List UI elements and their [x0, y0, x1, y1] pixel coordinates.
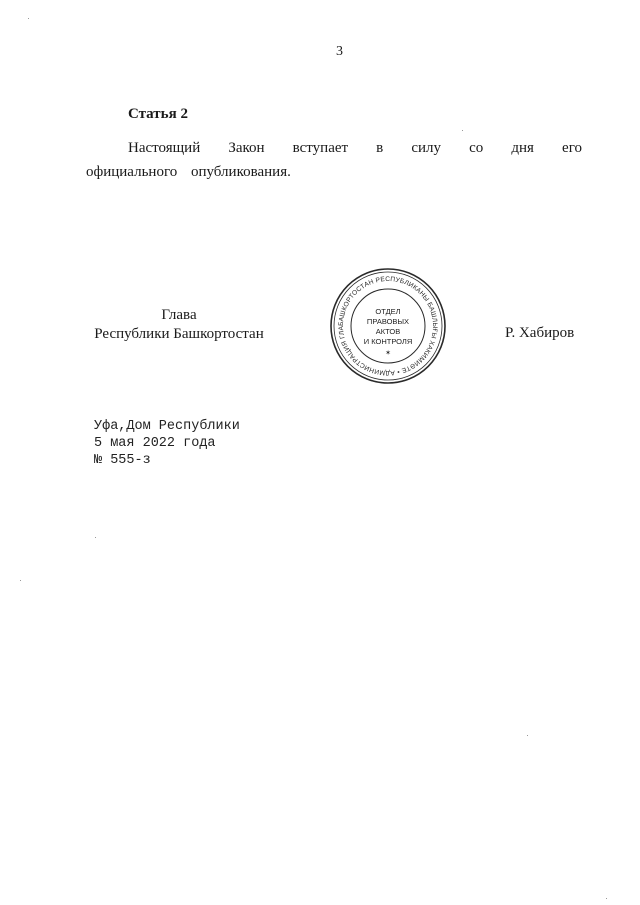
stamp-ring-text: БАШКОРТОСТАН РЕСПУБЛИКАНЫ БАШЛЫҒЫ ХАКИМИӘТЕ • АДМИНИСТРАЦИЯ ГЛА [337, 275, 439, 377]
place-date: 5 мая 2022 года [94, 436, 216, 451]
signer-title-line1: Глава [161, 307, 197, 323]
signer-name: Р. Хабиров [505, 325, 575, 341]
page-number: 3 [336, 44, 343, 59]
stamp-center-line1: ОТДЕЛ [375, 307, 401, 316]
signer-title-line2: Республики Башкортостан [94, 326, 264, 342]
star-icon: ✶ [385, 349, 391, 357]
scan-speck [28, 18, 29, 19]
scan-speck [606, 898, 607, 899]
place-location: Уфа,Дом Республики [94, 419, 240, 434]
article-heading: Статья 2 [128, 106, 188, 122]
document-number: № 555-з [94, 453, 151, 468]
scan-speck [527, 735, 528, 736]
scan-speck [95, 537, 96, 538]
place-date-number [94, 418, 240, 469]
article-text: Настоящий Закон вступает в силу со дня его официального опубликования. [86, 140, 582, 180]
signer-title [92, 306, 266, 344]
scan-speck [462, 130, 463, 131]
stamp-center-text [354, 307, 422, 347]
official-stamp [328, 266, 448, 386]
stamp-center-line2: ПРАВОВЫХ АКТОВ [366, 317, 410, 336]
stamp-center-line3: И КОНТРОЛЯ [363, 337, 413, 346]
scan-speck [20, 580, 21, 581]
